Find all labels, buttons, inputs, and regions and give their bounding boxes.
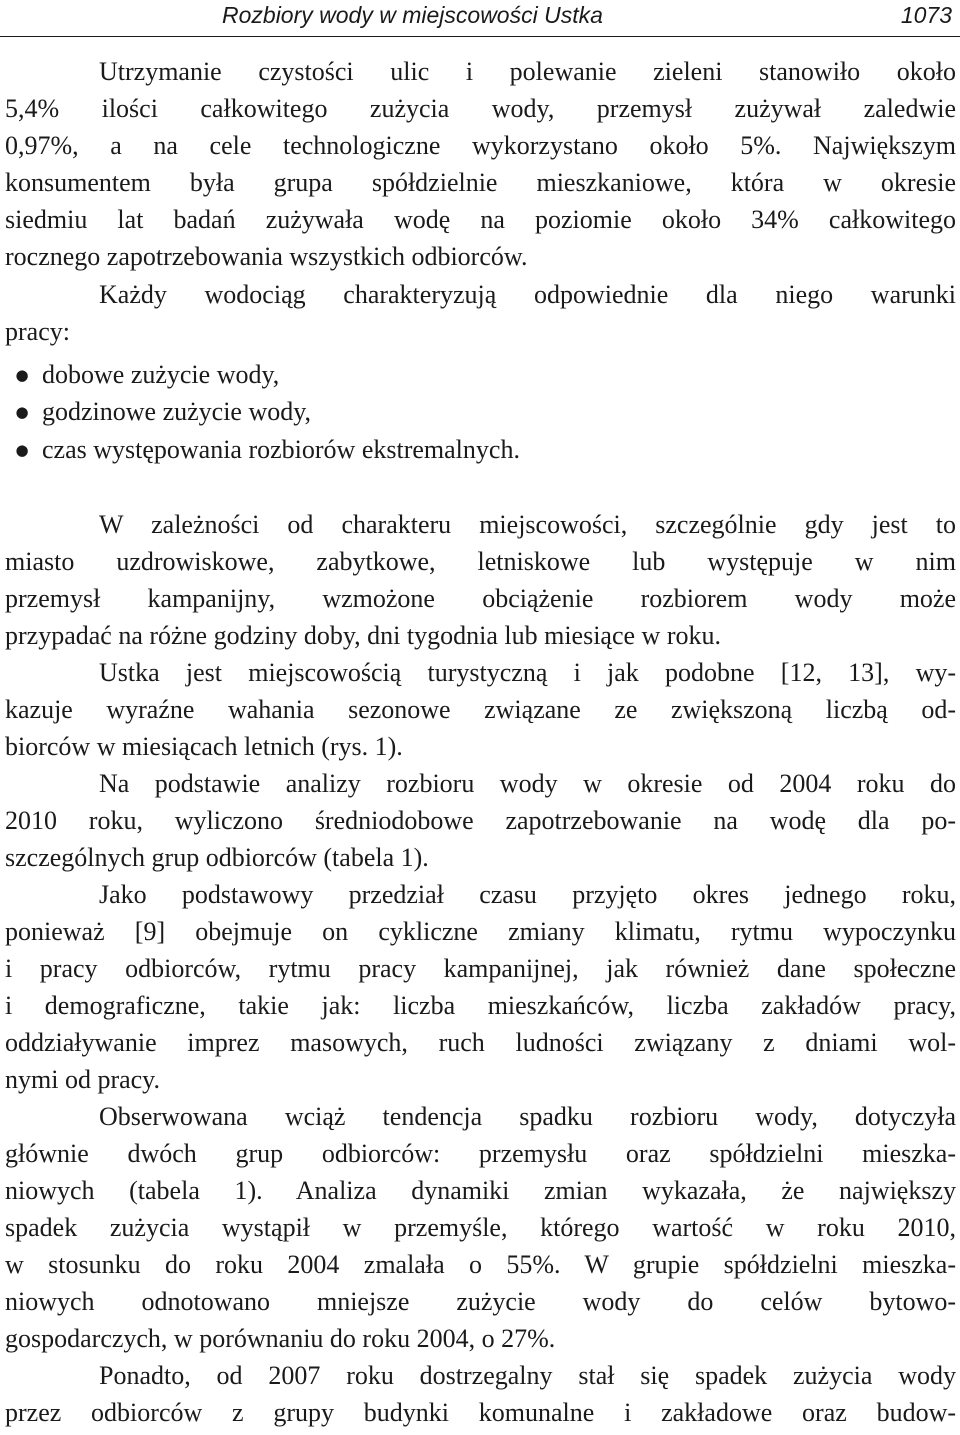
text-line: rocznego zapotrzebowania wszystkich odbiorców. [5, 242, 528, 271]
text-line: w stosunku do roku 2004 zmalała o 55%. W grupie spółdzielni mieszka- [5, 1250, 956, 1279]
text-line: pracy: [5, 317, 70, 346]
bullet-icon: ● [15, 441, 29, 459]
text-line: Na podstawie analizy rozbioru wody w okresie od 2004 roku do [99, 769, 956, 798]
running-title: Rozbiory wody w miejscowości Ustka [222, 2, 603, 28]
text-line: miasto uzdrowiskowe, zabytkowe, letniskowe lub występuje w nim [5, 547, 956, 576]
list-item: dobowe zużycie wody, [42, 360, 280, 389]
text-line: W zależności od charakteru miejscowości, szczególnie gdy jest to [99, 510, 956, 539]
text-line: siedmiu lat badań zużywała wodę na poziomie około 34% całkowitego [5, 205, 956, 234]
text-line: spadek zużycia wystąpił w przemyśle, którego wartość w roku 2010, [5, 1213, 956, 1242]
text-line: 5,4% ilości całkowitego zużycia wody, przemysł zużywał zaledwie [5, 94, 956, 123]
text-line: przemysł kampanijny, wzmożone obciążenie rozbiorem wody może [5, 584, 956, 613]
text-line: niowych (tabela 1). Analiza dynamiki zmian wykazała, że największy [5, 1176, 956, 1205]
text-line: oddziaływanie imprez masowych, ruch ludności związany z dniami wol- [5, 1028, 956, 1057]
page-number: 1073 [900, 2, 952, 28]
bullet-icon: ● [15, 366, 29, 384]
text-line: i pracy odbiorców, rytmu pracy kampanijnej, jak również dane społeczne [5, 954, 956, 983]
list-item: godzinowe zużycie wody, [42, 397, 312, 426]
text-line: konsumentem była grupa spółdzielnie mieszkaniowe, która w okresie [5, 168, 956, 197]
text-line: ponieważ [9] obejmuje on cykliczne zmiany klimatu, rytmu wypoczynku [5, 917, 956, 946]
text-line: Obserwowana wciąż tendencja spadku rozbioru wody, dotyczyła [99, 1102, 956, 1131]
bullet-icon: ● [15, 403, 29, 421]
text-line: przez odbiorców z grupy budynki komunalne i zakładowe oraz budow- [5, 1398, 956, 1427]
text-line: Jako podstawowy przedział czasu przyjęto okres jednego roku, [99, 880, 956, 909]
text-line: Każdy wodociąg charakteryzują odpowiednie dla niego warunki [99, 280, 956, 309]
text-line: kazuje wyraźne wahania sezonowe związane ze zwiększoną liczbą od- [5, 695, 956, 724]
text-line: 2010 roku, wyliczono średniodobowe zapotrzebowanie na wodę dla po- [5, 806, 956, 835]
text-line: głównie dwóch grup odbiorców: przemysłu oraz spółdzielni mieszka- [5, 1139, 956, 1168]
text-line: nymi od pracy. [5, 1065, 160, 1094]
text-line: przypadać na różne godziny doby, dni tygodnia lub miesiące w roku. [5, 621, 721, 650]
text-line: niowych odnotowano mniejsze zużycie wody do celów bytowo- [5, 1287, 956, 1316]
text-line: Ustka jest miejscowością turystyczną i jak podobne [12, 13], wy- [99, 658, 956, 687]
text-line: biorców w miesiącach letnich (rys. 1). [5, 732, 403, 761]
list-item: czas występowania rozbiorów ekstremalnych. [42, 435, 520, 464]
text-line: Ponadto, od 2007 roku dostrzegalny stał się spadek zużycia wody [99, 1361, 956, 1390]
text-line: szczególnych grup odbiorców (tabela 1). [5, 843, 429, 872]
text-line: i demograficzne, takie jak: liczba mieszkańców, liczba zakładów pracy, [5, 991, 956, 1020]
text-line: Utrzymanie czystości ulic i polewanie zieleni stanowiło około [99, 57, 956, 86]
text-line: 0,97%, a na cele technologiczne wykorzystano około 5%. Największym [5, 131, 956, 160]
text-line: gospodarczych, w porównaniu do roku 2004, o 27%. [5, 1324, 556, 1353]
